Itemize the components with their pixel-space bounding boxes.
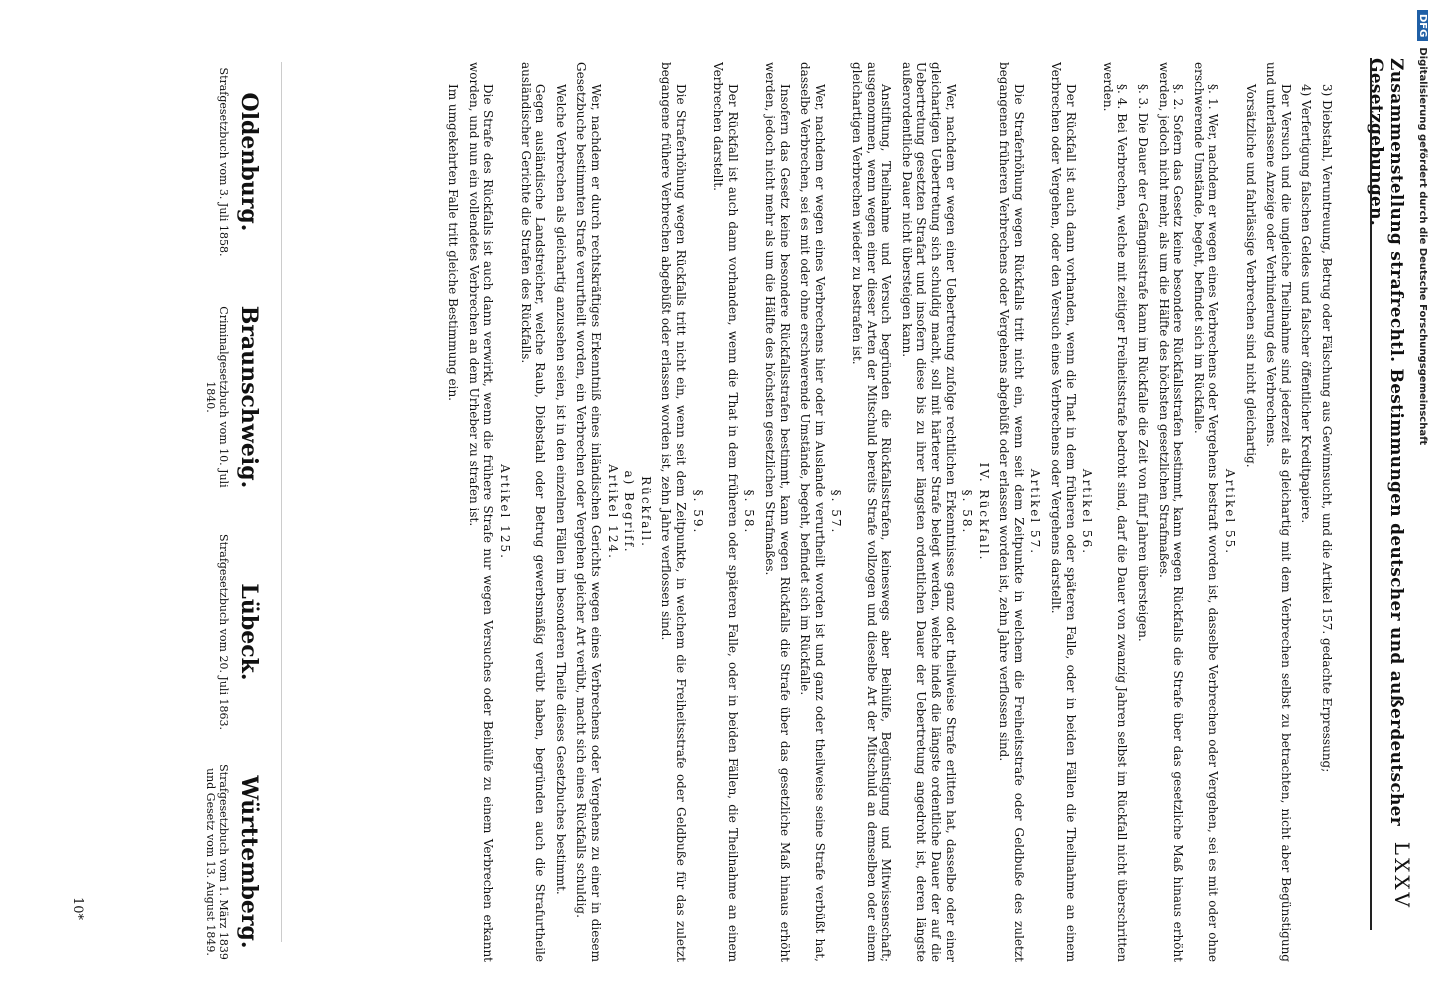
article-heading: §. 58.: [960, 489, 975, 535]
paragraph: Insofern das Gesetz keine besondere Rückfallsstrafen bestimmt, kann wegen Rückfalls die Strafe über das gesetzliche Maß hinaus erhöht werden, jedoch nicht mehr als um die Hälfte des höchsten gesetzlichen Strafmaßes.: [763, 62, 792, 962]
article-heading: §. 57.: [829, 489, 844, 535]
paragraph: Wer, nachdem er durch rechtskräftiges Erkenntniß eines inländischen Gerichts wegen eines Verbrechens oder Vergehens zu einer in diesem Gesetzbuche bestimmten Strafe verurtheilt worden, ein Verbrechen oder Vergehen gleicher Art verübt, macht sich eines Rückfalls schuldig.: [574, 62, 604, 962]
paragraph: Wer, nachdem er wegen einer Uebertretung zufolge rechtlichen Erkenntnisses ganz oder theilweise Strafe erlitten hat, dasselbe oder einer gleichartigen Uebertretung sich schuldig macht, soll mit härterer Strafe belegt werden, welche indeß die längste ordentliche Dauer der auf die Uebertretung gesetzten Strafart und insofern diese bis zu ihrer längsten ordentlichen Dauer der Uebertretung angedroht ist, deren längste außerordentliche Dauer nicht übersteigen kann.: [899, 62, 958, 962]
page-number: LXXV: [1390, 841, 1414, 910]
signature-mark: 10*: [70, 896, 85, 920]
state-luebeck: [217, 532, 262, 732]
paragraph: §. 4. Bei Verbrechen, welche mit zeitiger Freiheitsstrafe bedroht sind, darf die Dauer von zwanzig Jahren selbst im Rückfall nicht überschritten werden.: [1100, 62, 1130, 962]
statute-text-column: [294, 62, 1334, 962]
article-heading: §. 58.: [742, 489, 757, 535]
article-heading: Artikel 57.: [1028, 468, 1043, 556]
paragraph: §. 2. Sofern das Gesetz keine besondere Rückfallsstrafen bestimmt, kann wegen Rückfalls die Strafe über das gesetzliche Maß hinaus erhöht werden, jedoch nicht mehr, als um die Hälfte des höchsten gesetzlichen Strafmaßes.: [1156, 62, 1186, 962]
state-wuerttemberg: [204, 762, 262, 962]
header-rule: [1370, 58, 1372, 930]
paragraph: Die Straferhöhung wegen Rückfalls tritt nicht ein, wenn seit dem Zeitpunkte, in welchem die Freiheitsstrafe oder Geldbuße für das zuletzt begangene frühere Verbrechen abgebüßt oder erlassen worden ist, zehn Jahre verflossen sind.: [659, 62, 689, 962]
digitization-credit: [1408, 10, 1430, 990]
state-name: Württemberg.: [236, 775, 262, 949]
state-source: Strafgesetzbuch vom 3. Juli 1858.: [217, 67, 230, 257]
paragraph: Die Straferhöhung wegen Rückfalls tritt nicht ein, wenn seit dem Zeitpunkte in welchem die Freiheitsstrafe oder Geldbuße des zuletzt begangenen früheren Verbrechens oder Vergehens abgebüßt oder erlassen worden ist, zehn Jahre verflossen sind.: [997, 62, 1026, 962]
credit-line: [1406, 10, 1428, 990]
column-separator: [281, 62, 282, 942]
state-name: Oldenburg.: [236, 92, 262, 232]
article-heading: Artikel 56.: [1080, 468, 1095, 556]
paragraph: Gegen ausländische Landstreicher, welche Raub, Diebstahl oder Betrug gewerbsmäßig verübt haben, begründen auch die Strafurtheile ausländischer Gerichte die Strafen des Rückfalls.: [518, 62, 548, 962]
state-source: Criminalgesetzbuch vom 10. Juli 1840.: [204, 306, 230, 488]
section-heading: IV. Rückfall.: [976, 462, 991, 562]
article-heading: Artikel 125.: [498, 464, 513, 560]
paragraph: Vorsätzliche und fahrlässige Verbrechen sind nicht gleichartig.: [1243, 84, 1258, 468]
state-source: Strafgesetzbuch vom 1. März 1839 und Gesetz vom 13. August 1849.: [204, 764, 230, 960]
article-heading: §. 59.: [690, 489, 705, 535]
credit-text: Digitalisierung gefördert durch die Deutsche Forschungsgemeinschaft: [1417, 47, 1428, 446]
subsection-heading: a) Begriff.: [622, 470, 637, 554]
state-braunschweig: [204, 292, 262, 502]
paragraph: 3) Diebstahl, Veruntreuung, Betrug oder Fälschung aus Gewinnsucht, und die Artikel 157. gedachte Erpressung;: [1320, 84, 1334, 773]
running-title: Zusammenstellung strafrechtl. Bestimmungen deutscher und außerdeutscher Gesetzgebungen.: [1366, 58, 1406, 827]
state-name: Braunschweig.: [236, 305, 262, 489]
paragraph: 4) Verfertigung falschen Geldes und falscher öffentlicher Kreditpapiere.: [1299, 84, 1314, 524]
paragraph: Anstiftung, Theilnahme und Versuch begründen die Rückfallsstrafen, keineswegs aber Beihülfe, Begünstigung und Mitwissenschaft; ausgenommen, wenn wegen einer dieser Arten der Mitschuld bereits Strafe vollzogen und dieselbe Art der Mitschuld an demselben oder einem gleichartigen Verbrechen wieder zu bestrafen ist.: [849, 62, 894, 962]
paragraph: §. 1. Wer, nachdem er wegen eines Verbrechens oder Vergehens bestraft worden ist, dasselbe Verbrechen oder Vergehen, sei es mit oder ohne erschwerende Umstände, begeht, befindet sich im Rückfalle.: [1191, 62, 1221, 962]
state-oldenburg: [217, 62, 262, 262]
state-name: Lübeck.: [236, 583, 262, 681]
paragraph: Der Versuch und die ungleiche Theilnahme sind jederzeit als gleichartig mit dem Verbrechen selbst zu betrachten, nicht aber Begünstigung und unterlassene Anzeige oder Verhinderung des Verbrechens.: [1264, 62, 1293, 962]
state-column: [112, 62, 262, 962]
paragraph: Die Strafe des Rückfalls ist auch dann verwirkt, wenn die frühere Strafe nur wegen Versuches oder Beihülfe zu einem Verbrechen erkannt worden, und nun ein vollendetes Verbrechen an dem Urheber zu strafen ist.: [466, 62, 496, 962]
paragraph: §. 3. Die Dauer der Gefängnisstrafe kann im Rückfalle die Zeit von fünf Jahren übersteigen.: [1136, 84, 1151, 642]
state-source: Strafgesetzbuch vom 20. Juli 1863.: [217, 534, 230, 730]
paragraph: Der Rückfall ist auch dann vorhanden, wenn die That in dem früheren oder späteren Falle, oder in beiden Fällen die Theilnahme an einem Verbrechen oder Vergehen, oder den Versuch eines Verbrechens oder Vergehens darstellt.: [1049, 62, 1078, 962]
section-heading: Rückfall.: [638, 476, 653, 548]
article-heading: Artikel 55.: [1223, 468, 1238, 556]
article-heading: Artikel 124.: [605, 464, 620, 560]
paragraph: Welche Verbrechen als gleichartig anzusehen seien, ist in den einzelnen Fällen im besonderen Theile dieses Gesetzbuches bestimmt.: [553, 84, 568, 895]
paragraph: Wer, nachdem er wegen eines Verbrechens hier oder im Auslande verurtheilt worden ist und ganz oder theilweise seine Strafe verbüßt hat, dasselbe Verbrechen, sei es mit oder ohne erschwerende Umstände, begeht, befindet sich im Rückfalle.: [798, 62, 827, 962]
dfg-logo: DFG: [1417, 10, 1428, 41]
paragraph: Der Rückfall ist auch dann vorhanden, wenn die That in dem früheren oder späteren Falle, oder in beiden Fällen, die Theilnahme an einem Verbrechen darstellt.: [711, 62, 740, 962]
paragraph: Im umgekehrten Falle tritt gleiche Bestimmung ein.: [446, 84, 461, 401]
